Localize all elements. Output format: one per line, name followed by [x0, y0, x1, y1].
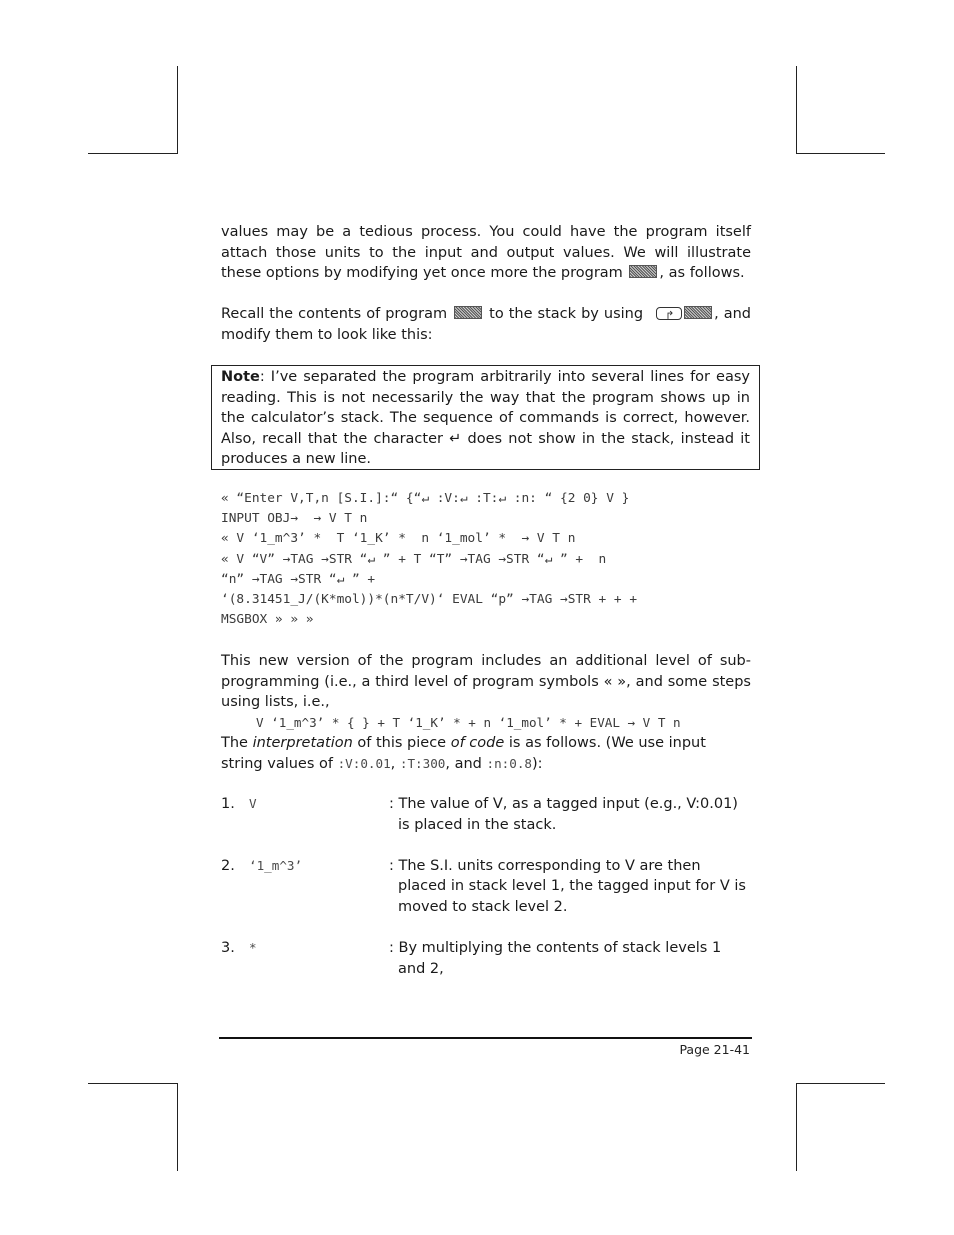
- explanation-paragraph: This new version of the program includes an additional level of sub-programming (i.e., a third level of program symbols « », and some steps using lists, i.e.,: [221, 653, 751, 711]
- list-item: 1. V : The value of V, as a tagged input (e.g., V:0.01) is placed in the stack.: [221, 796, 738, 833]
- footer-rule: [219, 1037, 752, 1039]
- page-number: Page 21-41: [679, 1042, 750, 1057]
- intro-section: [221, 222, 751, 346]
- interpretation-paragraph: The interpretation of this piece of code is as follows. (We use input string values of :V:0.01, :T:300, and :n:0.8):: [221, 735, 706, 772]
- list-item: 3. * : By multiplying the contents of stack levels 1 and 2,: [221, 940, 722, 977]
- explanation-section: [221, 651, 751, 775]
- program-listing: [221, 489, 751, 630]
- intro-paragraph-1: values may be a tedious process. You could have the program itself attach those units to the input and output values. We will illustrate these options by modifying yet once more the program , as follows.: [221, 224, 751, 282]
- crop-mark: [796, 1083, 885, 1084]
- crop-mark: [88, 153, 177, 154]
- crop-mark: [177, 1083, 178, 1171]
- note-box: [211, 365, 760, 470]
- intro-paragraph-2: Recall the contents of program to the stack by using ↱ , and modify them to look like this:: [221, 306, 751, 343]
- crop-mark: [796, 153, 885, 154]
- note-text: Note: I’ve separated the program arbitrarily into several lines for easy reading. This is not necessarily the way that the program shows up in the calculator’s stack. The sequence of commands is correct, however. Also, recall that the character ↵ does not show in the stack, instead it produces a new line.: [221, 369, 750, 468]
- crop-mark: [88, 1083, 177, 1084]
- crop-mark: [177, 66, 178, 154]
- list-code-snippet: V ‘1_m^3’ * { } + T ‘1_K’ * + n ‘1_mol’ * + EVAL → V T n: [256, 714, 681, 730]
- code-line: « V ‘1_m^3’ * T ‘1_K’ * n ‘1_mol’ * → V T n: [221, 531, 576, 547]
- note-label: Note: [221, 369, 260, 385]
- softkey-program-icon: [454, 306, 482, 319]
- step-list: [221, 794, 751, 1000]
- crop-mark: [796, 66, 797, 154]
- code-line: “n” →TAG →STR “↵ ” +: [221, 571, 376, 587]
- crop-mark: [796, 1083, 797, 1171]
- right-shift-key-icon: ↱: [656, 307, 682, 320]
- softkey-program-icon: [629, 265, 657, 278]
- code-line: « V “V” →TAG →STR “↵ ” + T “T” →TAG →STR “↵ ” + n: [221, 551, 607, 567]
- softkey-program-icon: [684, 306, 712, 319]
- code-line: INPUT OBJ→ → V T n: [221, 511, 368, 527]
- code-line: ‘(8.31451_J/(K*mol))*(n*T/V)‘ EVAL “p” →TAG →STR + + +: [221, 592, 638, 608]
- list-item: 2. ‘1_m^3’ : The S.I. units corresponding to V are then placed in stack level 1, the tagged input for V is moved to stack level 2.: [221, 857, 746, 915]
- code-line: MSGBOX » » »: [221, 612, 314, 628]
- code-line: « “Enter V,T,n [S.I.]:“ {“↵ :V:↵ :T:↵ :n: “ {2 0} V }: [221, 491, 630, 506]
